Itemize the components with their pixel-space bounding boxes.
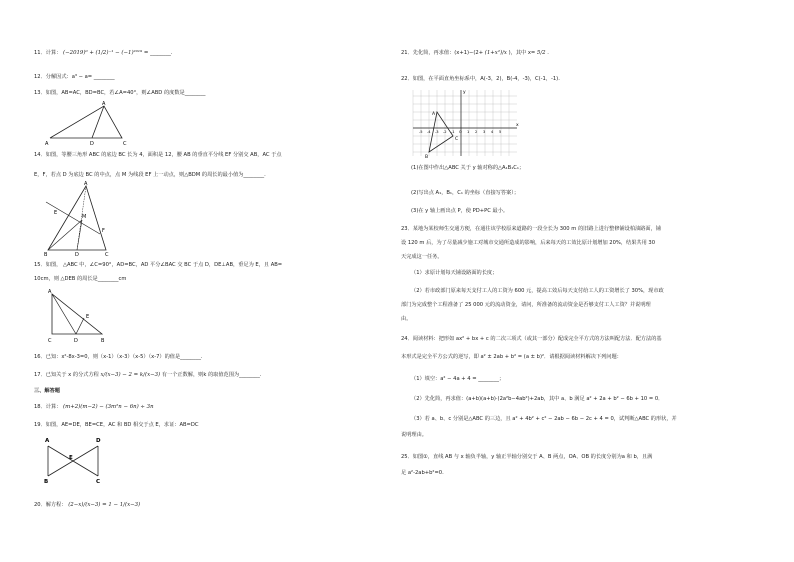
fig13-triangle-abc xyxy=(50,106,122,138)
fig13-label-d: D xyxy=(90,141,94,147)
question-24-item2: （2）先化简，再求值：(a+b)(a+b)·(2a²b−4ab²)+2ab，其中 a、b 满足 a² + 2a + b² − 6b + 10 = 0． xyxy=(411,396,664,402)
q21-end: . xyxy=(547,50,549,56)
question-23-item1: （1）求原计划每天铺设路面的长度； xyxy=(411,270,498,276)
grid-label-a: A xyxy=(432,112,436,117)
x-tick-label: -3 xyxy=(435,130,439,134)
question-16: 16．已知：x²-8x-3=0，则（x-1）（x-3）（x-5）（x-7）的值是________. xyxy=(34,354,203,360)
x-tick-label: O xyxy=(459,130,462,134)
fig15-label-b: B xyxy=(101,338,105,344)
question-20 xyxy=(34,502,140,509)
question-11 xyxy=(34,50,173,57)
question-21 xyxy=(401,50,549,57)
question-19: 19．如图，AE=DE，BE=CE，AC 和 BD 相交于点 E，求证：AB=DC xyxy=(34,422,199,428)
question-22-item1: (1)在图中作出△ABC 关于 y 轴对称的△A₁B₁C₁； xyxy=(411,165,525,171)
question-15-line1: 15．如图， △ABC 中，∠C=90°，AD=BC，AD 平分∠BAC 交 BC 于点 D，DE⊥AB，垂足为 E，且 AB= xyxy=(34,262,283,268)
q18-pre: 18．计算： xyxy=(34,404,62,410)
x-tick-label: -4 xyxy=(427,130,431,134)
q21-fraction: (1+x²)/x xyxy=(484,50,507,56)
fig15-de xyxy=(76,318,84,334)
fig14-label-f: F xyxy=(102,228,105,234)
question-17 xyxy=(34,372,262,379)
x-tick-label: -1 xyxy=(451,130,455,134)
question-22-item2: (2)写出点 A₁，B₁，C₁ 的坐标（直接写答案）； xyxy=(411,190,520,196)
question-23-line3: 天完成这一任务。 xyxy=(401,254,443,260)
q20-pre: 20．解方程： xyxy=(34,502,67,508)
q11-label: 11．计算： xyxy=(34,50,62,56)
question-23-item2: （2）若市政部门原来每天支付工人的工资为 600 元，提高工效后每天支付给工人的工资增长了 30%，现市政 xyxy=(411,288,664,294)
grid-lines xyxy=(413,90,517,156)
question-23-line2: 设 120 m 后，为了尽量减少施工对城市交通所造成的影响，后来每天的工效比原计划增加 20%，结果共用 30 xyxy=(401,240,656,246)
fig15-ad xyxy=(52,294,76,334)
question-22-item3: (3)在 y 轴上画出点 P，使 PD+PC 最小。 xyxy=(411,208,509,214)
question-25-line1: 25．如图①，直线 AB 与 x 轴负半轴，y 轴正半轴分别交于 A、B 两点，OA、OB 的长度分别为a 和 b，且满 xyxy=(401,454,653,460)
x-tick-label: 5 xyxy=(499,130,502,134)
fig19-label-b: B xyxy=(44,479,49,484)
fig14-label-c: C xyxy=(105,252,109,256)
q21-mid: )，其中 x= xyxy=(508,50,536,56)
fig14-label-d: D xyxy=(75,252,79,256)
q17-equation: x/(x−3) − 2 = k/(x−3) xyxy=(100,372,161,378)
figure-22-coordinate-grid xyxy=(411,88,521,160)
fig13-label-c: C xyxy=(123,141,127,147)
fig15-label-c: C xyxy=(48,338,52,344)
question-24-item1: （1）填空：a² − 4a + 4 = ________； xyxy=(411,376,505,382)
x-tick-label: 3 xyxy=(483,130,486,134)
x-tick-label: 2 xyxy=(475,130,478,134)
figure-14-isosceles xyxy=(42,180,112,256)
question-24-line2: 本形式是完全平方公式的逆写，即 a² ± 2ab + b² = (a ± b)²．请根据阅读材料解决下列问题： xyxy=(401,354,622,360)
grid-label-b: B xyxy=(425,155,429,160)
figure-15-right-triangle xyxy=(46,288,108,344)
question-12: 12．分解因式：a³ − a= ________ xyxy=(34,74,115,80)
fig14-label-a: A xyxy=(84,181,88,187)
question-13: 13．如图，AB=AC，BD=BC，若∠A=40°，则∠ABD 的度数是________ xyxy=(34,90,206,96)
grid-label-x: x xyxy=(516,123,519,128)
fig14-triangle xyxy=(48,186,106,250)
fig14-label-m: M xyxy=(82,214,87,220)
fig19-label-a: A xyxy=(45,438,50,444)
question-15-line2: 10cm，则 △DEB 的周长是________cm xyxy=(34,276,127,282)
question-22: 22．如图，在平面直角坐标系中，A(-3，2)，B(-4，-3)，C(-1，-1). xyxy=(401,76,560,82)
q21-value: 5/2 xyxy=(536,50,546,56)
fig19-label-e: E xyxy=(69,455,73,461)
fig19-label-d: D xyxy=(96,438,101,444)
fig15-triangle xyxy=(52,294,102,334)
q11-answer-blank[interactable]: ________. xyxy=(150,50,173,56)
q20-expression: (2−x)/(x−3) = 1 − 1/(x−3) xyxy=(68,502,141,508)
x-tick-label: 1 xyxy=(467,130,470,134)
x-tick-label: 4 xyxy=(491,130,494,134)
fig19-label-c: C xyxy=(96,479,101,484)
question-18 xyxy=(34,404,154,411)
question-23-item2b: 部门为完成整个工程准备了 25 000 元的流动资金，请问，所准备的流动资金是否够支付工人工资？并说明理 xyxy=(401,302,651,308)
q17-post: 有一个正数解，则k 的取值范围为________. xyxy=(161,372,262,378)
question-25-line2: 足 a²-2ab+b²=0. xyxy=(401,470,444,476)
figure-19-crossing xyxy=(38,432,122,484)
figure-13-triangle xyxy=(44,100,134,148)
fig13-label-a2: A xyxy=(45,141,49,147)
fig14-label-e: E xyxy=(54,210,58,216)
q21-pre: 21．先化简，再求值：(x+1)−(2+ xyxy=(401,50,484,56)
grid-label-c: C xyxy=(455,137,459,142)
fig15-label-a: A xyxy=(48,289,52,295)
q17-pre: 17．已知关于 x 的分式方程 xyxy=(34,372,99,378)
question-14-line1: 14．如图，等腰三角形 ABC 的底边 BC 长为 4，面积是 12，腰 AB 的垂直平分线 EF 分别交 AB，AC 于点 xyxy=(34,152,282,158)
q18-expression: (m+2)(m−2) − (3m²n − 6n) ÷ 3n xyxy=(63,404,154,410)
question-24-item3b: 说明理由。 xyxy=(401,432,427,438)
section-3-heading: 三、解答题 xyxy=(34,388,60,394)
fig13-segment-bd xyxy=(92,106,104,138)
q11-expression: (−2019)⁰ + (1/2)⁻¹ − (−1)²⁰¹⁹ = xyxy=(63,50,151,56)
fig15-label-e: E xyxy=(86,314,90,320)
fig15-label-d: D xyxy=(74,338,78,344)
fig14-label-b: B xyxy=(44,252,48,256)
fig14-bm xyxy=(48,220,82,250)
fig13-label-a: A xyxy=(102,101,106,107)
question-24-line1: 24．阅读材料：把形如 ax² + bx + c 的二次三项式（或其一部分）配成完全平方式的方法叫配方法．配方法的基 xyxy=(401,336,662,342)
x-tick-label: -5 xyxy=(419,130,423,134)
triangle-abc xyxy=(429,112,453,152)
question-14-line2: E，F，若点 D 为底边 BC 的中点，点 M 为线段 EF 上一动点，则△BDM 的周长的最小值为________. xyxy=(34,172,266,178)
x-tick-labels xyxy=(419,130,501,134)
question-24-item3: （3）若 a、b、c 分别是△ABC 的三边，且 a² + 4b² + c² − 2ab − 6b − 2c + 4 = 0，试判断△ABC 的形状，并 xyxy=(411,416,677,422)
grid-label-y: y xyxy=(463,90,466,95)
x-tick-label: -2 xyxy=(443,130,447,134)
question-23-item2c: 由。 xyxy=(401,316,412,322)
question-23-line1: 23．某地为某校师生交通方便，在通往该学校原来道路的一段全长为 300 m 的旧路上进行整修铺设柏油路面，铺 xyxy=(401,226,661,232)
fig14-bisector-ef xyxy=(46,202,100,234)
